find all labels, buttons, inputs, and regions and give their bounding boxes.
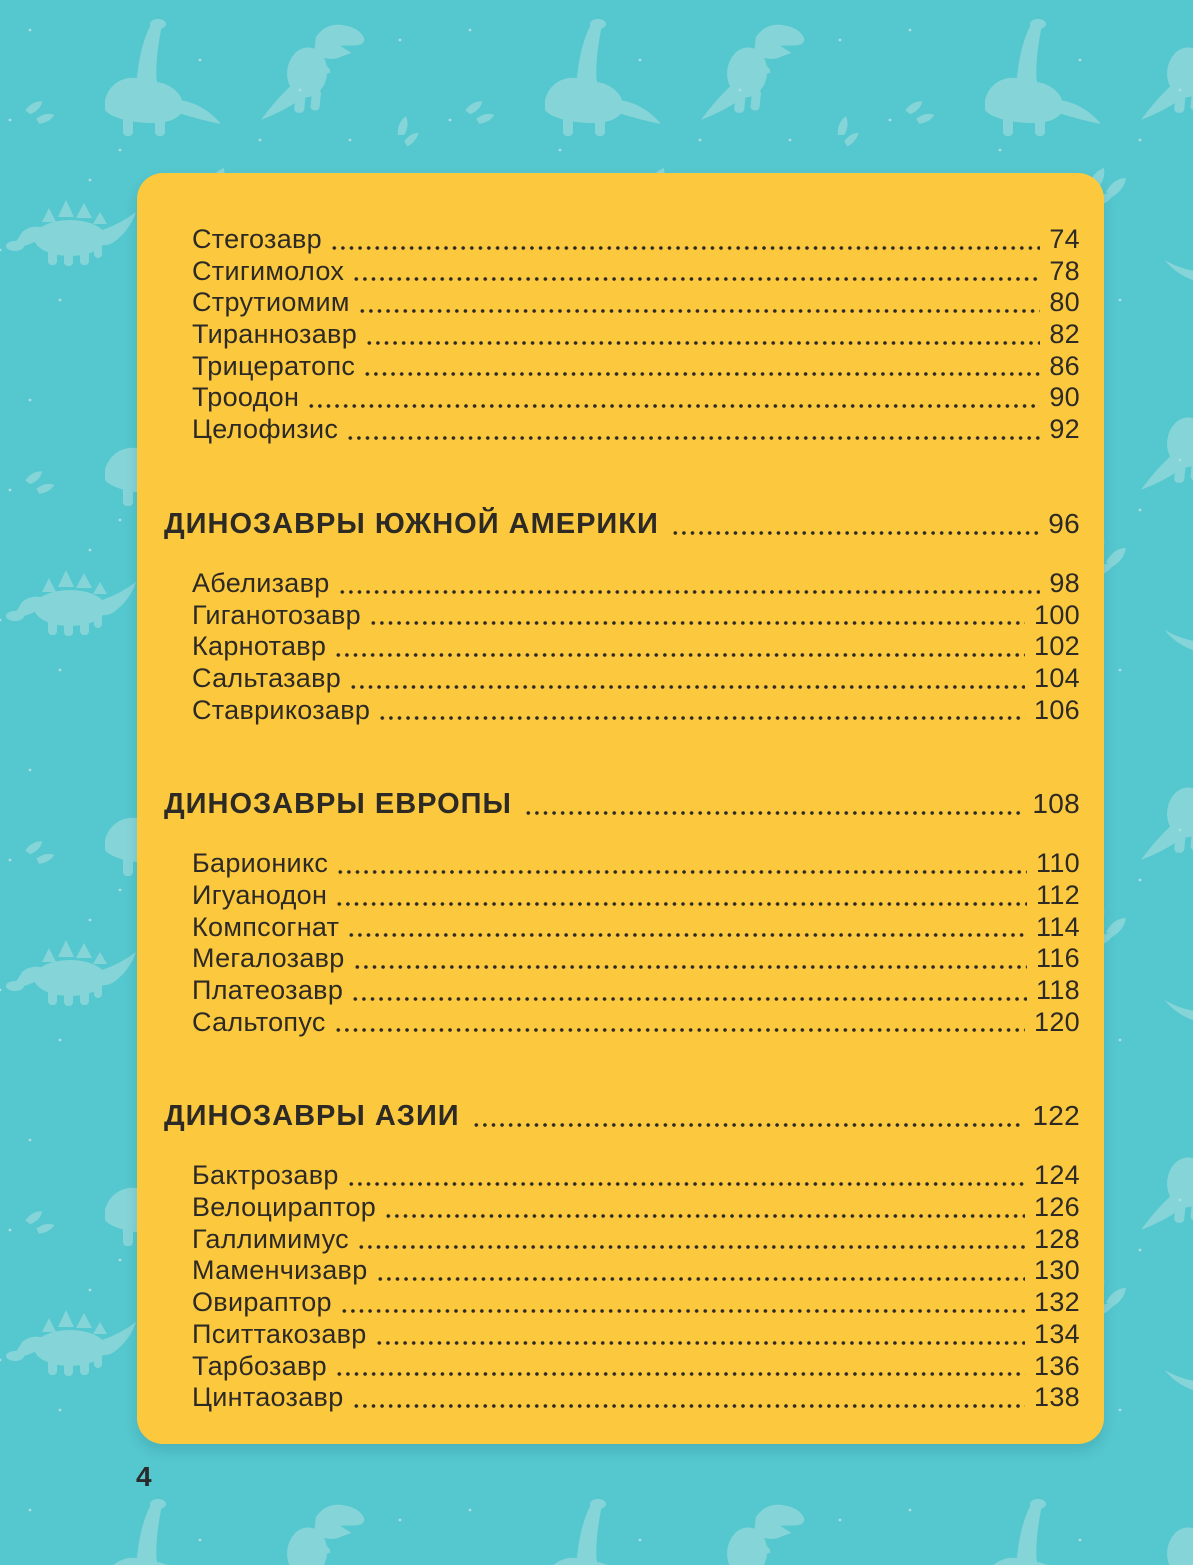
toc-entry-label: Мегалозавр: [192, 943, 345, 974]
toc-entry-page: 98: [1049, 567, 1080, 598]
dot-leader: [365, 319, 1040, 351]
dot-leader: [307, 382, 1040, 414]
toc-entry-page: 128: [1034, 1223, 1080, 1254]
toc-entry-page: 114: [1036, 911, 1080, 942]
toc-entry-label: Струтиомим: [192, 287, 350, 318]
dot-leader: [357, 1224, 1025, 1256]
toc-entry-page: 120: [1034, 1006, 1080, 1037]
dot-leader: [353, 943, 1027, 975]
toc-entry-page: 134: [1034, 1318, 1080, 1349]
toc-entry-label: Бактрозавр: [192, 1160, 339, 1191]
toc-entry-label: Компсогнат: [192, 911, 340, 942]
toc-entry: [137, 1160, 1080, 1192]
dot-leader: [336, 848, 1027, 880]
toc-section-heading: ДИНОЗАВРЫ ЕВРОПЫ: [164, 788, 512, 821]
dot-leader: [358, 287, 1041, 319]
toc-entry-page: 138: [1034, 1382, 1080, 1413]
toc-entry-page: 132: [1034, 1287, 1080, 1318]
dot-leader: [349, 663, 1025, 695]
dot-leader: [378, 695, 1025, 727]
toc-section-heading: ДИНОЗАВРЫ ЮЖНОЙ АМЕРИКИ: [164, 507, 659, 540]
toc-section-heading-row: [137, 785, 1080, 823]
toc-entry: [137, 1351, 1080, 1383]
toc-section: [137, 785, 1080, 1038]
toc-entry-page: 118: [1036, 975, 1080, 1005]
toc-entry-page: 110: [1036, 848, 1080, 879]
dot-leader: [352, 1382, 1026, 1414]
dot-leader: [352, 256, 1040, 288]
toc-entry: [137, 695, 1080, 727]
toc-section-page: 96: [1048, 507, 1080, 539]
toc-entry: [137, 663, 1080, 695]
toc-section-heading-row: [137, 505, 1080, 543]
toc-entry-page: 78: [1049, 255, 1080, 286]
toc-entry-page: 100: [1034, 599, 1080, 630]
toc-entry: [137, 1224, 1080, 1256]
toc-entry-page: 86: [1049, 350, 1080, 381]
toc-entry: [137, 568, 1080, 600]
toc-entry: [137, 319, 1080, 351]
toc-section-heading-row: [137, 1097, 1080, 1135]
toc-entry-page: 112: [1036, 879, 1080, 910]
toc-entry: [137, 1382, 1080, 1414]
toc-entry-label: Стигимолох: [192, 255, 345, 286]
toc-section: [137, 224, 1080, 446]
toc-entry-label: Галлимимус: [192, 1223, 349, 1254]
toc-entry-label: Овираптор: [192, 1287, 332, 1318]
toc: [137, 224, 1080, 1414]
toc-entry-page: 104: [1034, 662, 1080, 693]
dot-leader: [334, 1007, 1025, 1039]
toc-entry-page: 106: [1034, 694, 1080, 725]
toc-entry-label: Стегозавр: [192, 224, 323, 254]
toc-section-page: 122: [1032, 1100, 1080, 1132]
toc-section-page: 108: [1032, 788, 1080, 820]
toc-entry-label: Игуанодон: [192, 879, 328, 910]
dot-leader: [524, 785, 1023, 823]
dot-leader: [330, 224, 1040, 256]
toc-entry: [137, 382, 1080, 414]
toc-entry-label: Барионикс: [192, 848, 329, 879]
dot-leader: [347, 912, 1027, 944]
toc-entry: [137, 1319, 1080, 1351]
toc-entry-label: Тарбозавр: [192, 1350, 327, 1381]
toc-panel: [137, 173, 1104, 1444]
toc-entry-label: Троодон: [192, 382, 300, 413]
dot-leader: [472, 1097, 1024, 1135]
toc-section-heading: ДИНОЗАВРЫ АЗИИ: [164, 1100, 460, 1133]
toc-entry-label: Цинтаозавр: [192, 1382, 344, 1413]
dot-leader: [346, 414, 1040, 446]
dot-leader: [334, 631, 1025, 663]
toc-entry: [137, 414, 1080, 446]
toc-entry-page: 74: [1049, 224, 1080, 254]
toc-entry: [137, 1255, 1080, 1287]
toc-entry-page: 92: [1049, 414, 1080, 445]
toc-entry-label: Целофизис: [192, 414, 339, 445]
toc-entry-page: 124: [1034, 1160, 1080, 1191]
toc-entry-page: 136: [1034, 1350, 1080, 1381]
toc-entry-label: Платеозавр: [192, 975, 344, 1005]
dot-leader: [335, 1351, 1025, 1383]
toc-entry-label: Карнотавр: [192, 631, 327, 662]
toc-entry-label: Ставрикозавр: [192, 694, 371, 725]
toc-entry: [137, 975, 1080, 1007]
toc-entry: [137, 351, 1080, 383]
toc-entry-page: 130: [1034, 1255, 1080, 1286]
toc-entry-label: Гиганотозавр: [192, 599, 361, 630]
toc-section: [137, 505, 1080, 726]
toc-entry: [137, 1007, 1080, 1039]
toc-entry-page: 102: [1034, 631, 1080, 662]
toc-entry: [137, 1192, 1080, 1224]
toc-entry: [137, 256, 1080, 288]
toc-entry: [137, 287, 1080, 319]
toc-entry: [137, 1287, 1080, 1319]
toc-entry-page: 82: [1049, 319, 1080, 350]
toc-entry-label: Велоцираптор: [192, 1192, 377, 1223]
toc-entry: [137, 600, 1080, 632]
dot-leader: [335, 880, 1027, 912]
toc-entry: [137, 224, 1080, 256]
dot-leader: [671, 505, 1039, 543]
toc-entry-page: 126: [1034, 1192, 1080, 1223]
toc-entry-page: 80: [1049, 287, 1080, 318]
toc-entry: [137, 943, 1080, 975]
dot-leader: [384, 1192, 1025, 1224]
dot-leader: [376, 1255, 1026, 1287]
toc-entry-label: Маменчизавр: [192, 1255, 368, 1286]
toc-entry-label: Пситтакозавр: [192, 1318, 367, 1349]
dot-leader: [375, 1319, 1025, 1351]
toc-entry-page: 90: [1049, 382, 1080, 413]
toc-entry-label: Тираннозавр: [192, 319, 358, 350]
dot-leader: [351, 975, 1027, 1007]
toc-entry-label: Сальтопус: [192, 1006, 326, 1037]
toc-entry-label: Абелизавр: [192, 567, 330, 598]
toc-entry: [137, 848, 1080, 880]
toc-entry: [137, 912, 1080, 944]
toc-section: [137, 1097, 1080, 1414]
page-number: 4: [136, 1461, 152, 1492]
dot-leader: [347, 1160, 1025, 1192]
dot-leader: [369, 600, 1025, 632]
dot-leader: [338, 568, 1041, 600]
dot-leader: [340, 1287, 1025, 1319]
dot-leader: [363, 351, 1040, 383]
toc-entry: [137, 880, 1080, 912]
toc-entry-label: Трицератопс: [192, 350, 356, 381]
toc-entry: [137, 631, 1080, 663]
toc-entry-page: 116: [1036, 943, 1080, 974]
toc-entry-label: Сальтазавр: [192, 662, 342, 693]
